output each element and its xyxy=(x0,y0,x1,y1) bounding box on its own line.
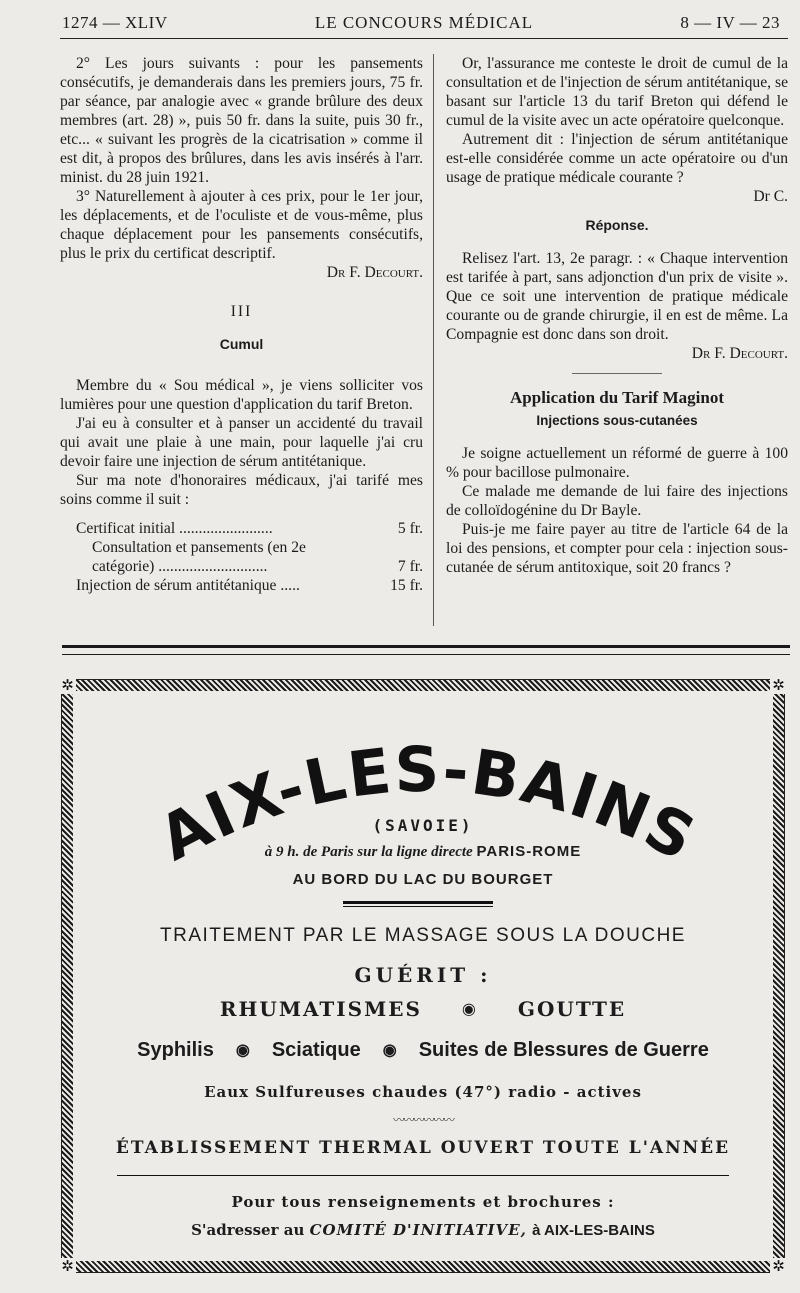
ad-rule xyxy=(117,1175,729,1176)
address-prefix: S'adresser au xyxy=(191,1221,305,1239)
signature: Dr C. xyxy=(753,188,788,205)
establishment-line: ÉTABLISSEMENT THERMAL OUVERT TOUTE L'ANNÉE xyxy=(115,1138,731,1158)
cure-item: Syphilis xyxy=(137,1039,214,1061)
cures-label: GUÉRIT : xyxy=(354,963,492,987)
route-name: PARIS-ROME xyxy=(476,843,582,860)
waters-line: Eaux Sulfureuses chaudes (47°) radio - actives xyxy=(204,1083,642,1101)
paragraph: Puis-je me faire payer au titre de l'article 64 de la loi des pensions, et compter pour cela : injection sous-cutanée de sérum antitoxique, soit 20 francs ? xyxy=(446,521,788,576)
paragraph: 2° Les jours suivants : pour les pansements consécutifs, je demanderais dans les premiers jours, 75 fr. par séance, par analogie avec « grande brûlure des deux membres (art. 28) », puis 50 fr. dans la suite, puis 30 fr., etc... « suivant les progrès de la cicatrisation » comme il est dit, à propos des brûlures, dans les avis insérés à l'arr. minist. du 28 juin 1921. xyxy=(60,55,423,186)
fee-label: Consultation et pansements (en 2e xyxy=(92,539,306,556)
paragraph: Relisez l'art. 13, 2e paragr. : « Chaque intervention est tarifée à part, sans adjonction d'un prix de visite ». Que ce soit une intervention de pratique médicale courante ou de grande chirurgie, il en est de même. La Compagnie est donc dans son droit. xyxy=(446,250,788,343)
section-title: Cumul xyxy=(219,336,264,352)
paragraph: Or, l'assurance me conteste le droit de cumul de la consultation et de l'injection de sérum antitétanique, se basant sur l'article 13 du tarif Breton qui défend le cumul de la visite avec un acte opératoire quelconque. xyxy=(446,55,788,129)
paragraph: Membre du « Sou médical », je viens solliciter vos lumières pour une question d'application du tarif Breton. xyxy=(60,377,423,413)
region-label: (SAVOIE) xyxy=(372,816,474,835)
signature: Dr F. Decourt. xyxy=(691,345,788,362)
issue-date: 8 — IV — 23 xyxy=(680,13,780,32)
fee-label: catégorie) ............................ xyxy=(92,558,268,575)
page-divider-rule xyxy=(62,645,790,655)
treatment-line: TRAITEMENT PAR LE MASSAGE SOUS LA DOUCHE xyxy=(160,925,686,946)
fee-amount: 15 fr. xyxy=(390,577,423,594)
fee-label: Injection de sérum antitétanique ..... xyxy=(76,577,300,594)
secondary-cures xyxy=(73,1039,773,1063)
section-subtitle: Injections sous-cutanées xyxy=(536,413,698,428)
advertisement xyxy=(61,676,785,1275)
separator xyxy=(572,373,662,374)
fee-row xyxy=(60,557,423,576)
fee-row xyxy=(60,538,423,557)
cure-item: GOUTTE xyxy=(517,997,627,1021)
fee-table xyxy=(60,519,423,595)
address-line xyxy=(73,1221,773,1239)
info-line: Pour tous renseignements et brochures : xyxy=(231,1193,615,1211)
column-divider xyxy=(433,54,434,626)
bullet-icon: ◉ xyxy=(235,1042,250,1059)
fee-label: Certificat initial ........................ xyxy=(76,520,273,537)
ornament-icon: ✲ xyxy=(59,1258,76,1275)
right-column xyxy=(446,54,788,577)
signature: Dr F. Decourt. xyxy=(326,264,423,281)
section-number: III xyxy=(230,303,253,320)
address-committee: COMITÉ D'INITIATIVE, xyxy=(309,1221,527,1239)
journal-title: LE CONCOURS MÉDICAL xyxy=(314,13,534,32)
decorative-bar xyxy=(343,901,493,907)
cure-item: Sciatique xyxy=(271,1039,361,1061)
left-column xyxy=(60,54,423,595)
fee-row xyxy=(60,576,423,595)
ornament-icon: ✲ xyxy=(59,677,76,694)
wavy-ornament: 〰〰〰〰〰〰 xyxy=(392,1113,453,1127)
paragraph: Je soigne actuellement un réformé de guerre à 100 % pour bacillose pulmonaire. xyxy=(446,445,788,481)
fee-amount: 5 fr. xyxy=(397,520,423,537)
paragraph: J'ai eu à consulter et à panser un accidenté du travail qui avait une plaie à une main, pour laquelle j'ai cru devoir faire une injection de sérum antitétanique. xyxy=(60,415,423,470)
paragraph: Sur ma note d'honoraires médicaux, j'ai tarifé mes soins comme il suit : xyxy=(60,472,423,508)
page-number: 1274 — XLIV xyxy=(62,13,168,32)
paragraph: Autrement dit : l'injection de sérum antitétanique est-elle considérée comme un acte opératoire ou d'un usage de pratique médicale courante ? xyxy=(446,131,788,186)
header-rule xyxy=(60,38,788,39)
fee-amount: 7 fr. xyxy=(397,558,423,575)
paragraph: 3° Naturellement à ajouter à ces prix, pour le 1er jour, les déplacements, et de l'oculiste et de vous-même, plus chaque déplacement pour les pansements consécutifs, plus le prix du certificat descriptif. xyxy=(60,188,423,262)
running-header xyxy=(62,10,780,36)
fee-row xyxy=(60,519,423,538)
lake-line: AU BORD DU LAC DU BOURGET xyxy=(292,871,554,888)
paragraph: Ce malade me demande de lui faire des injections de colloïdogénine du Dr Bayle. xyxy=(446,483,788,519)
bullet-icon: ◉ xyxy=(382,1042,397,1059)
response-title: Réponse. xyxy=(585,217,649,233)
route-line xyxy=(73,843,773,861)
section-title: Application du Tarif Maginot xyxy=(510,388,724,407)
ornament-icon: ✲ xyxy=(770,677,787,694)
primary-cures xyxy=(73,997,773,1021)
ornament-icon: ✲ xyxy=(770,1258,787,1275)
cure-item: RHUMATISMES xyxy=(219,997,422,1021)
cure-item: Suites de Blessures de Guerre xyxy=(418,1039,709,1061)
town-name: AIX-LES-BAINS xyxy=(147,732,708,876)
address-place: à AIX-LES-BAINS xyxy=(532,1222,655,1239)
bullet-icon: ◉ xyxy=(461,999,478,1018)
route-prefix: à 9 h. de Paris sur la ligne directe xyxy=(264,844,473,860)
